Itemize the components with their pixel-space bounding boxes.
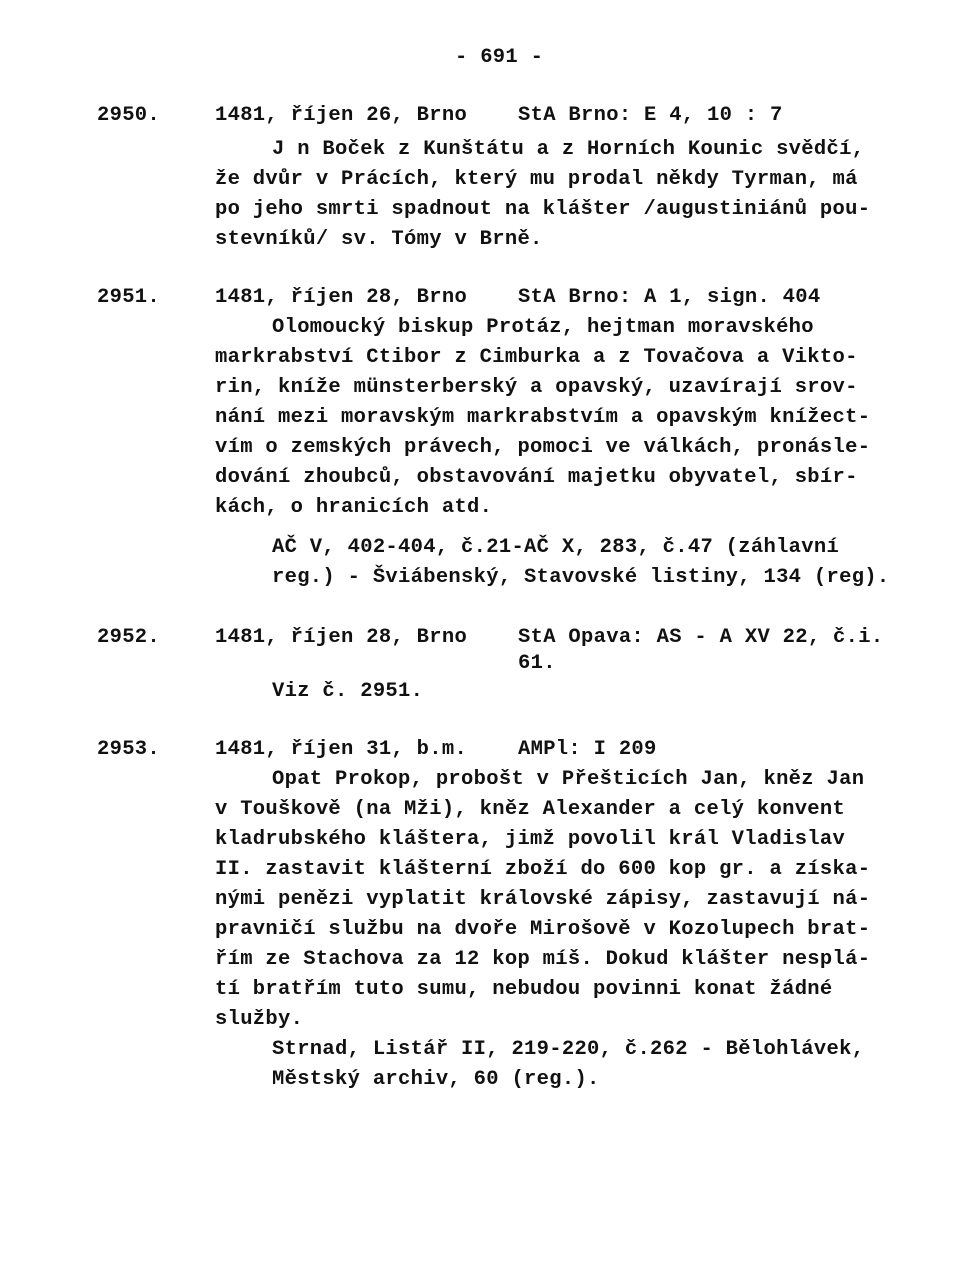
entry-text-line: Olomoucký biskup Protáz, hejtman moravského [272, 316, 814, 339]
entry-text-line: nání mezi moravským markrabstvím a opavským knížect- [215, 406, 871, 429]
entry-text-line: po jeho smrti spadnout na klášter /augustiniánů pou- [215, 198, 871, 221]
entry-text-line: v Touškově (na Mži), kněz Alexander a celý konvent [215, 798, 846, 821]
entry-text-line: nými penězi vyplatit královské zápisy, zastavují ná- [215, 888, 871, 911]
entry-date: 1481, říjen 31, b.m. [215, 738, 468, 761]
entry-text-line: vím o zemských právech, pomoci ve válkách, pronásle- [215, 436, 871, 459]
entry-text-line: Opat Prokop, probošt v Přešticích Jan, kněz Jan [272, 768, 865, 791]
entry-archive: StA Opava: AS - A XV 22, č.i. [518, 626, 884, 649]
entry-number: 2952. [97, 626, 161, 649]
entry-text-line: II. zastavit klášterní zboží do 600 kop gr. a získa- [215, 858, 871, 881]
entry-reference-line: reg.) - Šviábenský, Stavovské listiny, 134 (reg). [272, 566, 890, 589]
entry-archive: StA Brno: E 4, 10 : 7 [518, 104, 783, 127]
entry-date: 1481, říjen 28, Brno [215, 626, 468, 649]
entry-archive-continuation: 61. [518, 652, 556, 675]
entry-text-line: že dvůr v Prácích, který mu prodal někdy Tyrman, má [215, 168, 858, 191]
page-number: - 691 - [455, 46, 544, 69]
entry-text-line: dování zhoubců, obstavování majetku obyvatel, sbír- [215, 466, 858, 489]
entry-text-line: kladrubského kláštera, jimž povolil král Vladislav [215, 828, 846, 851]
entry-text-line: rin, kníže münsterberský a opavský, uzavírají srov- [215, 376, 858, 399]
entry-date: 1481, říjen 26, Brno [215, 104, 468, 127]
entry-text-line: řím ze Stachova za 12 kop míš. Dokud klášter nesplá- [215, 948, 871, 971]
entry-text-line: pravničí službu na dvoře Mirošově v Kozolupech brat- [215, 918, 871, 941]
entry-text-line: markrabství Ctibor z Cimburka a z Tovačova a Vikto- [215, 346, 858, 369]
entry-text-line: služby. [215, 1008, 304, 1031]
entry-text-line: kách, o hranicích atd. [215, 496, 493, 519]
entry-reference-line: Strnad, Listář II, 219-220, č.262 - Bělohlávek, [272, 1038, 865, 1061]
entry-text-line: stevníků/ sv. Tómy v Brně. [215, 228, 543, 251]
entry-text-line: J n Boček z Kunštátu a z Horních Kounic svědčí, [272, 138, 865, 161]
entry-date: 1481, říjen 28, Brno [215, 286, 468, 309]
entry-reference-line: Městský archiv, 60 (reg.). [272, 1068, 600, 1091]
entry-archive: AMPl: I 209 [518, 738, 657, 761]
entry-archive: StA Brno: A 1, sign. 404 [518, 286, 821, 309]
entry-text-line: Viz č. 2951. [272, 680, 424, 703]
entry-number: 2950. [97, 104, 161, 127]
entry-number: 2951. [97, 286, 161, 309]
entry-reference-line: AČ V, 402-404, č.21-AČ X, 283, č.47 (záhlavní [272, 536, 840, 559]
entry-text-line: tí bratřím tuto sumu, nebudou povinni konat žádné [215, 978, 833, 1001]
entry-number: 2953. [97, 738, 161, 761]
